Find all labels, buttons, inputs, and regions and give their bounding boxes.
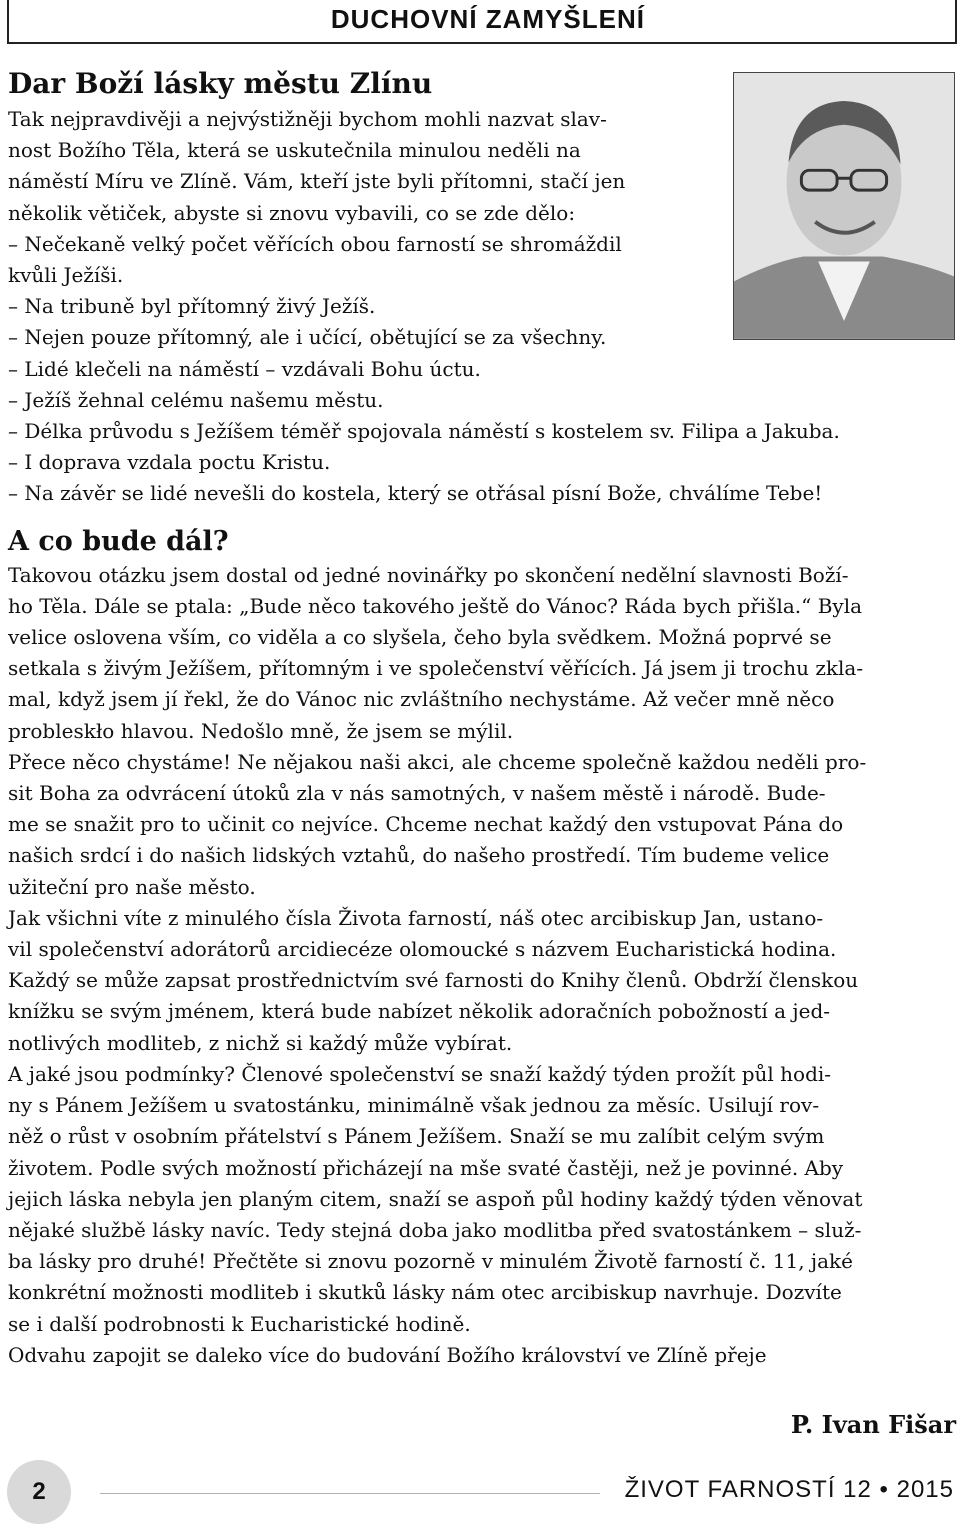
- list-item: – Lidé klečeli na náměstí – vzdávali Bohu úctu.: [8, 356, 481, 381]
- body-line: ba lásky pro druhé! Přečtěte si znovu pozorně v minulém Životě farností č. 11, jaké: [8, 1249, 854, 1274]
- body-line: Každý se může zapsat prostřednictvím své farnosti do Knihy členů. Obdrží členskou: [8, 968, 859, 993]
- body-line: Přece něco chystáme! Ne nějakou naši akci, ale chceme společně každou neděli pro-: [8, 749, 867, 774]
- body-line: Takovou otázku jsem dostal od jedné novinářky po skončení nedělní slavnosti Boží-: [8, 562, 849, 587]
- body-line: Jak všichni víte z minulého čísla Života farností, náš otec arcibiskup Jan, ustano-: [8, 905, 824, 930]
- article-title: Dar Boží lásky městu Zlínu: [8, 67, 433, 100]
- author-signature: P. Ivan Fišar: [790, 1410, 956, 1439]
- page-footer: [0, 1458, 960, 1528]
- intro-line: nost Božího Těla, která se uskutečnila minulou neděli na: [8, 138, 581, 163]
- body-line: sit Boha za odvrácení útoků zla v nás samotných, v našem městě i národě. Bude-: [8, 781, 826, 806]
- article-list: [8, 322, 956, 509]
- intro-line: – Na tribuně byl přítomný živý Ježíš.: [8, 294, 376, 319]
- body-line: notlivých modliteb, z nichž si každý může vybírat.: [8, 1030, 513, 1055]
- body-line: se i další podrobnosti k Eucharistické hodině.: [8, 1311, 471, 1336]
- article-subtitle: A co bude dál?: [8, 525, 229, 557]
- body-line: ny s Pánem Ježíšem u svatostánku, minimálně však jednou za měsíc. Usilují rov-: [8, 1093, 820, 1118]
- list-item: – Ježíš žehnal celému našemu městu.: [8, 387, 384, 412]
- body-line: konkrétní možnosti modliteb i skutků lásky nám otec arcibiskup navrhuje. Dozvíte: [8, 1280, 842, 1305]
- body-line: vil společenství adorátorů arcidiecéze olomoucké s názvem Eucharistická hodina.: [8, 937, 837, 962]
- body-line: velice oslovena vším, co viděla a co slyšela, čeho byla svědkem. Možná poprvé se: [8, 625, 832, 650]
- intro-line: náměstí Míru ve Zlíně. Vám, kteří jste byli přítomni, stačí jen: [8, 169, 626, 194]
- body-line: A jaké jsou podmínky? Členové společenství se snaží každý týden prožít půl hodi-: [8, 1061, 832, 1086]
- list-item: – Na závěr se lidé nevešli do kostela, který se otřásal písní Bože, chválíme Tebe!: [8, 481, 823, 506]
- article-body: [8, 560, 956, 1371]
- body-line: životem. Podle svých možností přicházejí na mše svaté častěji, než je povinné. Aby: [8, 1155, 844, 1180]
- article-intro: [8, 104, 956, 322]
- body-line: nějaké službě lásky navíc. Tedy stejná doba jako modlitba před svatostánkem – služ-: [8, 1217, 862, 1242]
- issue-label: ŽIVOT FARNOSTÍ 12 • 2015: [624, 1476, 954, 1503]
- body-line: mal, když jsem jí řekl, že do Vánoc nic zvláštního nechystáme. Až večer mně něco: [8, 687, 835, 712]
- body-line: něž o růst v osobním přátelství s Pánem Ježíšem. Snaží se mu zalíbit celým svým: [8, 1124, 825, 1149]
- section-header-box: [7, 0, 957, 44]
- section-title: DUCHOVNÍ ZAMYŠLENÍ: [330, 4, 645, 34]
- intro-line: několik větiček, abyste si znovu vybavili, co se zde dělo:: [8, 200, 576, 225]
- body-line: setkala s živým Ježíšem, přítomným i ve společenství věřících. Já jsem ji trochu zkla-: [8, 656, 864, 681]
- article: [8, 64, 956, 1371]
- body-line: jejich láska nebyla jen planým citem, snaží se aspoň půl hodiny každý týden věnovat: [8, 1186, 863, 1211]
- list-item: – Nejen pouze přítomný, ale i učící, obětující se za všechny.: [8, 325, 607, 350]
- body-line: knížku se svým jménem, která bude nabízet několik adoračních pobožností a jed-: [8, 999, 831, 1024]
- intro-line: Tak nejpravdivěji a nejvýstižněji bychom mohli nazvat slav-: [8, 107, 607, 131]
- list-item: – Délka průvodu s Ježíšem téměř spojovala náměstí s kostelem sv. Filipa a Jakuba.: [8, 419, 840, 444]
- body-line: me se snažit pro to učinit co nejvíce. Chceme nechat každý den vstupovat Pána do: [8, 812, 844, 837]
- intro-line: kvůli Ježíši.: [8, 263, 124, 288]
- body-line: našich srdcí i do našich lidských vztahů, do našeho prostředí. Tím budeme velice: [8, 843, 830, 868]
- list-item: – I doprava vzdala poctu Kristu.: [8, 450, 331, 475]
- body-line: užiteční pro naše město.: [8, 874, 256, 899]
- body-line: Odvahu zapojit se daleko více do budování Božího království ve Zlíně přeje: [8, 1342, 767, 1367]
- footer-divider: [100, 1493, 600, 1494]
- body-line: probleskło hlavou. Nedošlo mně, že jsem se mýlil.: [8, 718, 514, 743]
- page-number: 2: [7, 1460, 71, 1524]
- intro-line: – Nečekaně velký počet věřících obou farností se shromáždil: [8, 231, 622, 256]
- body-line: ho Těla. Dále se ptala: „Bude něco takového ještě do Vánoc? Ráda bych přišla.“ Byla: [8, 593, 863, 618]
